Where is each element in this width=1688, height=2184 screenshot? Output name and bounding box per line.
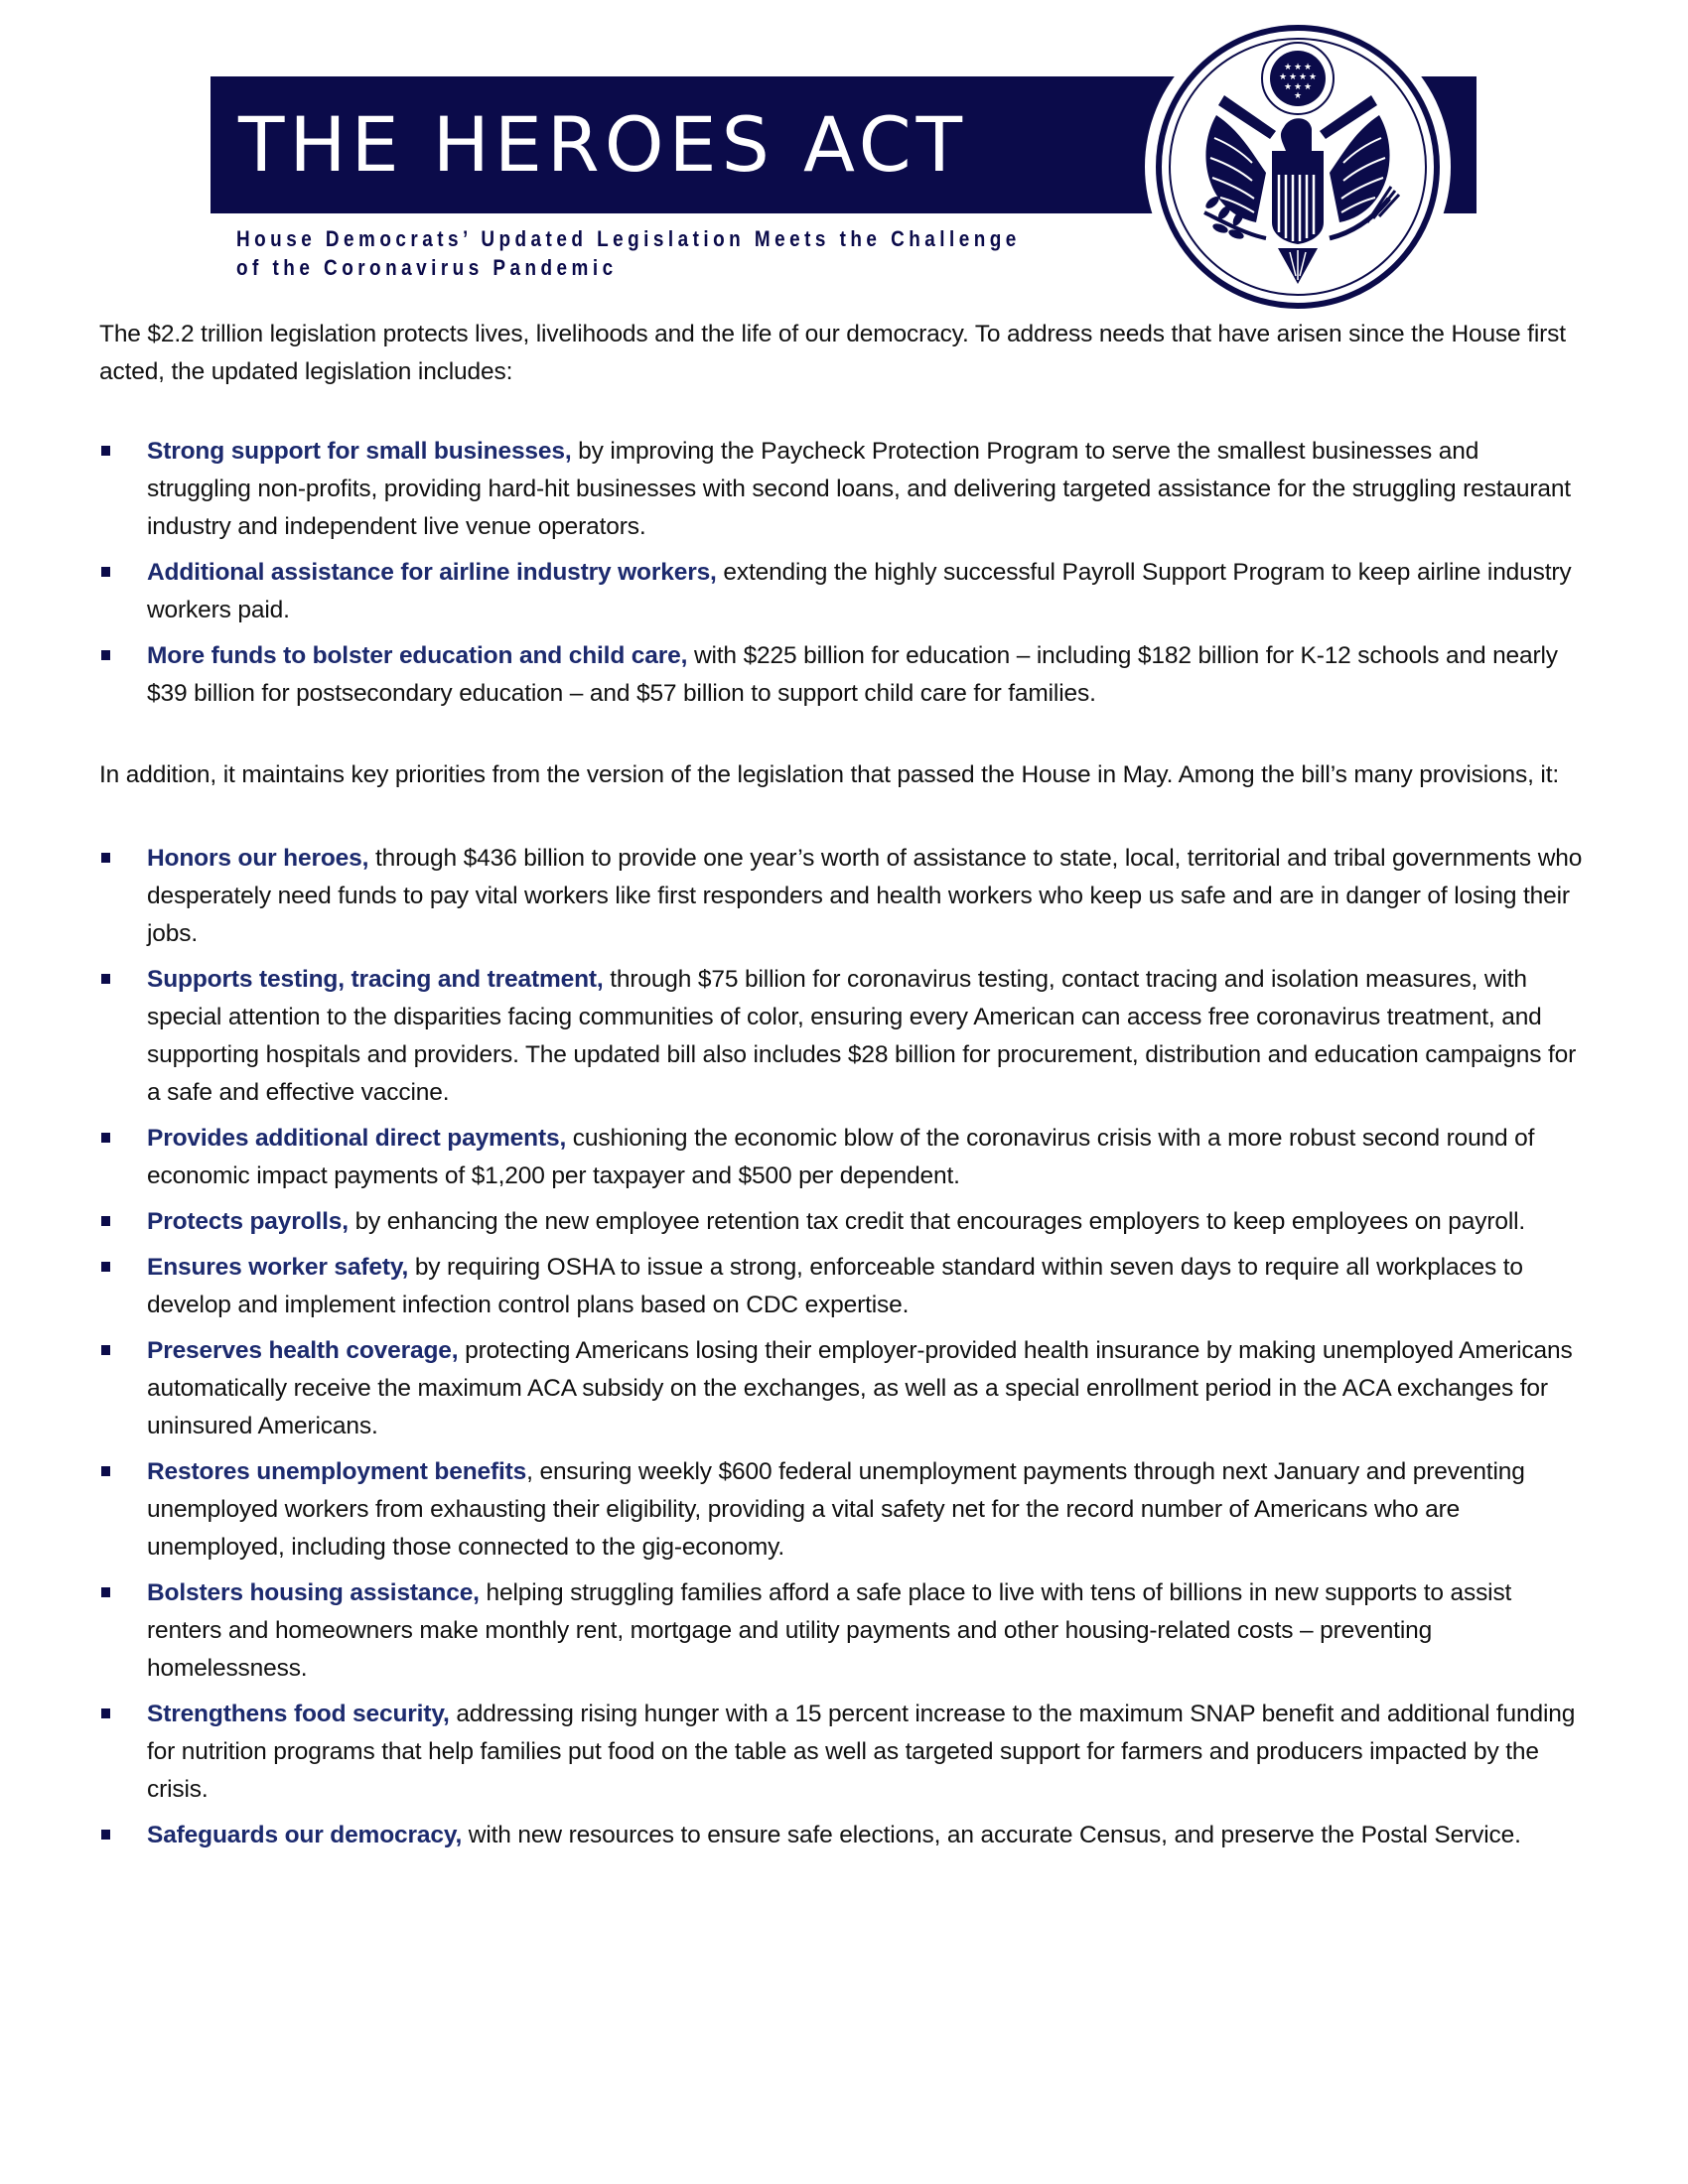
subtitle-line-2: of the Coronavirus Pandemic xyxy=(236,255,618,280)
svg-text:★: ★ xyxy=(1283,63,1293,72)
square-bullet-icon xyxy=(101,1345,110,1355)
item-lead: Protects payrolls, xyxy=(147,1208,349,1235)
document-title: THE HEROES ACT xyxy=(238,100,968,189)
list-item xyxy=(99,961,1589,1112)
svg-text:★: ★ xyxy=(1308,72,1318,82)
priority-provisions-list xyxy=(99,840,1589,1854)
svg-text:★: ★ xyxy=(1288,72,1298,82)
square-bullet-icon xyxy=(101,974,110,984)
square-bullet-icon xyxy=(101,1708,110,1718)
list-item xyxy=(99,1453,1589,1567)
item-lead: Honors our heroes, xyxy=(147,845,369,872)
square-bullet-icon xyxy=(101,446,110,456)
item-text: with new resources to ensure safe elections, an accurate Census, and preserve the Postal Service. xyxy=(462,1822,1521,1848)
item-text: with $225 billion for education – including $182 billion for K-12 schools and nearly $39 billion for postsecondary education – and $57 billion to support child care for families. xyxy=(147,642,1558,707)
list-item xyxy=(99,1696,1589,1809)
item-lead: More funds to bolster education and child care, xyxy=(147,642,688,669)
item-text: cushioning the economic blow of the coronavirus crisis with a more robust second round of economic impact payments of $1,200 per taxpayer and $500 per dependent. xyxy=(147,1125,1535,1189)
square-bullet-icon xyxy=(101,1587,110,1597)
svg-text:★: ★ xyxy=(1303,82,1313,92)
list-item xyxy=(99,1574,1589,1688)
list-item xyxy=(99,1249,1589,1324)
seal-container xyxy=(1145,14,1451,320)
item-lead: Strengthens food security, xyxy=(147,1701,450,1727)
item-text: by enhancing the new employee retention tax credit that encourages employers to keep employees on payroll. xyxy=(348,1208,1526,1235)
svg-text:★: ★ xyxy=(1283,82,1293,92)
item-lead: Preserves health coverage, xyxy=(147,1337,459,1364)
item-lead: Restores unemployment benefits xyxy=(147,1458,527,1485)
square-bullet-icon xyxy=(101,1830,110,1840)
list-item xyxy=(99,554,1589,629)
item-text: addressing rising hunger with a 15 percent increase to the maximum SNAP benefit and additional funding for nutrition programs that help families put food on the table as well as targeted support for farmers and producers impacted by the crisis. xyxy=(147,1701,1576,1803)
square-bullet-icon xyxy=(101,567,110,577)
subtitle-line-1: House Democrats’ Updated Legislation Meets the Challenge xyxy=(236,226,1021,251)
item-text: protecting Americans losing their employer-provided health insurance by making unemployed Americans automatically receive the maximum ACA subsidy on the exchanges, as well as a special enrollment period in the ACA exchanges for uninsured Americans. xyxy=(147,1337,1573,1439)
list-item xyxy=(99,1203,1589,1241)
square-bullet-icon xyxy=(101,650,110,660)
svg-text:★: ★ xyxy=(1278,72,1288,82)
item-lead: Safeguards our democracy, xyxy=(147,1822,463,1848)
transition-paragraph: In addition, it maintains key priorities from the version of the legislation that passed the House in May. Among the bill’s many provisions, it: xyxy=(99,761,1560,788)
square-bullet-icon xyxy=(101,1466,110,1476)
item-text: by requiring OSHA to issue a strong, enforceable standard within seven days to require all workplaces to develop and implement infection control plans based on CDC expertise. xyxy=(147,1254,1523,1318)
svg-text:★: ★ xyxy=(1293,91,1303,101)
item-lead: Additional assistance for airline industry workers, xyxy=(147,559,717,586)
list-item xyxy=(99,1332,1589,1445)
svg-text:★: ★ xyxy=(1293,82,1303,92)
item-lead: Provides additional direct payments, xyxy=(147,1125,567,1152)
great-seal-eagle-icon xyxy=(1155,24,1441,310)
list-item xyxy=(99,840,1589,953)
item-lead: Bolsters housing assistance, xyxy=(147,1579,480,1606)
item-text: through $75 billion for coronavirus testing, contact tracing and isolation measures, with special attention to the disparities facing communities of color, ensuring every American can access free coronavirus treatment, and supporting hospitals and providers. The updated bill also includes $28 billion for procurement, distribution and education campaigns for a safe and effective vaccine. xyxy=(147,966,1577,1106)
document-subtitle xyxy=(236,224,1021,282)
list-item xyxy=(99,1817,1589,1854)
list-item xyxy=(99,637,1589,713)
item-text: helping struggling families afford a safe place to live with tens of billions in new supports to assist renters and homeowners make monthly rent, mortgage and utility payments and other housing-related costs – preventing homelessness. xyxy=(147,1579,1512,1682)
square-bullet-icon xyxy=(101,1216,110,1226)
svg-text:★: ★ xyxy=(1303,63,1313,72)
square-bullet-icon xyxy=(101,853,110,863)
item-lead: Strong support for small businesses, xyxy=(147,438,572,465)
square-bullet-icon xyxy=(101,1262,110,1272)
item-text: by improving the Paycheck Protection Program to serve the smallest businesses and struggling non-profits, providing hard-hit businesses with second loans, and delivering targeted assistance for the struggling restaurant industry and independent live venue operators. xyxy=(147,438,1571,540)
item-text: through $436 billion to provide one year’s worth of assistance to state, local, territorial and tribal governments who desperately need funds to pay vital workers like first responders and health workers who keep us safe and are in danger of losing their jobs. xyxy=(147,845,1583,947)
updated-provisions-list xyxy=(99,433,1589,713)
list-item xyxy=(99,1120,1589,1195)
document-body xyxy=(99,316,1589,1862)
svg-text:★: ★ xyxy=(1293,63,1303,72)
intro-paragraph: The $2.2 trillion legislation protects lives, livelihoods and the life of our democracy. To address needs that have arisen since the House first acted, the updated legislation includes: xyxy=(99,321,1566,385)
list-item xyxy=(99,433,1589,546)
square-bullet-icon xyxy=(101,1133,110,1143)
svg-text:★: ★ xyxy=(1298,72,1308,82)
item-lead: Ensures worker safety, xyxy=(147,1254,409,1281)
item-text: extending the highly successful Payroll Support Program to keep airline industry workers paid. xyxy=(147,559,1572,623)
item-lead: Supports testing, tracing and treatment, xyxy=(147,966,604,993)
item-text: , ensuring weekly $600 federal unemployment payments through next January and preventing unemployed workers from exhausting their eligibility, providing a vital safety net for the record number of Americans who are unemployed, including those connected to the gig-economy. xyxy=(147,1458,1525,1561)
